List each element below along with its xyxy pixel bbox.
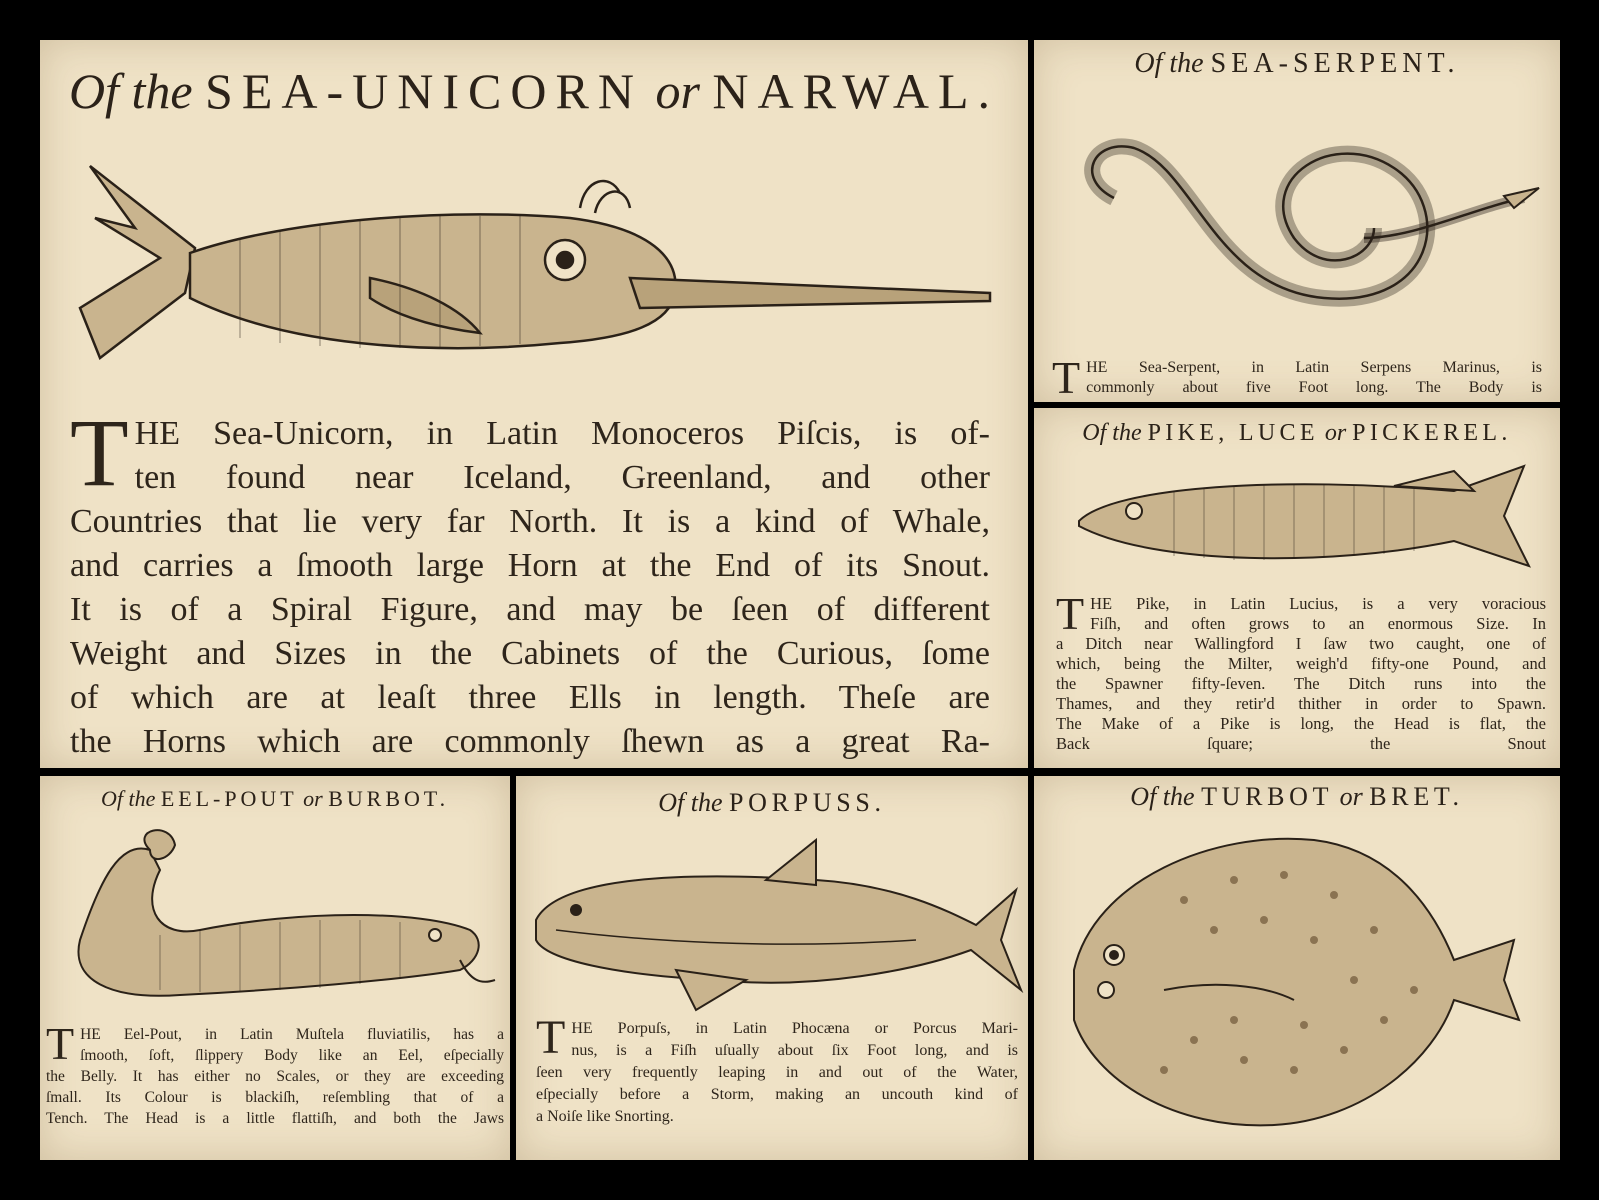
pike-page — [1034, 408, 1560, 768]
turbot-title: Of the TURBOT or BRET. — [1130, 782, 1464, 811]
eel-pout-page — [40, 776, 510, 1160]
sea-serpent-body: T HE Sea-Serpent, in Latin Serpens Marinus, is commonly about five Foot long. The Body is — [1052, 352, 1542, 402]
porpuss-illustration — [516, 830, 1028, 1020]
pike-illustration — [1034, 456, 1560, 586]
narwal-page — [40, 40, 1028, 768]
sea-serpent-title: Of the SEA-SERPENT. — [1134, 48, 1460, 79]
porpuss-title: Of the PORPUSS. — [658, 788, 886, 817]
porpuss-body: T HE Porpuſs, in Latin Phocæna or Porcus Mari- nus, is a Fiſh uſually about ſix Foot long, and is ſeen very frequently leaping in and out of the Water, eſpecially before a Storm, making an uncouth kind of a Noiſe like Snorting. — [536, 1011, 1018, 1125]
eel-pout-title: Of the EEL-POUT or BURBOT. — [100, 786, 450, 811]
pike-title: Of the PIKE, LUCE or PICKEREL. — [1082, 420, 1512, 446]
porpuss-page — [516, 776, 1028, 1160]
turbot-illustration — [1034, 820, 1560, 1150]
sea-serpent-page — [1034, 40, 1560, 402]
narwal-illustration — [40, 158, 1028, 418]
eel-pout-illustration — [40, 820, 510, 1020]
turbot-page — [1034, 776, 1560, 1160]
sea-serpent-illustration — [1034, 88, 1560, 348]
narwal-title: Of the SEA-UNICORN or NARWAL. — [68, 63, 1000, 119]
narwal-body: T HE Sea-Unicorn, in Latin Monoceros Piſcis, is of- ten found near Iceland, Greenland, and other Countries that lie very far North. It is a kind of Whale, and carries a ſmooth large Horn at the End of its Snout. It is of a Spiral Figure, and may be ſeen of different Weight and Sizes in the Cabinets of the Curious, ſome of which are at leaſt three Ells in length. Theſe are the Horns which are commonly ſhewn as a great Ra- — [70, 399, 990, 760]
pike-body: T HE Pike, in Latin Lucius, is a very voracious Fiſh, and often grows to an enormous Size. In a Ditch near Wallingford I ſaw two caught, one of which, being the Milter, weigh'd fifty-one Pound, and the Spawner fifty-ſeven. The Ditch runs into the Thames, and they retir'd thither in order to Spawn. The Make of a Pike is long, the Head is flat, the Back ſquare; the Snout — [1056, 588, 1546, 753]
eel-pout-body: T HE Eel-Pout, in Latin Muſtela fluviatilis, has a ſmooth, ſoft, ſlippery Body like an Eel, eſpecially the Belly. It has either no Scales, or they are exceeding ſmall. Its Colour is blackiſh, reſembling that of a Tench. The Head is a little flattiſh, and both the Jaws — [46, 1018, 504, 1127]
